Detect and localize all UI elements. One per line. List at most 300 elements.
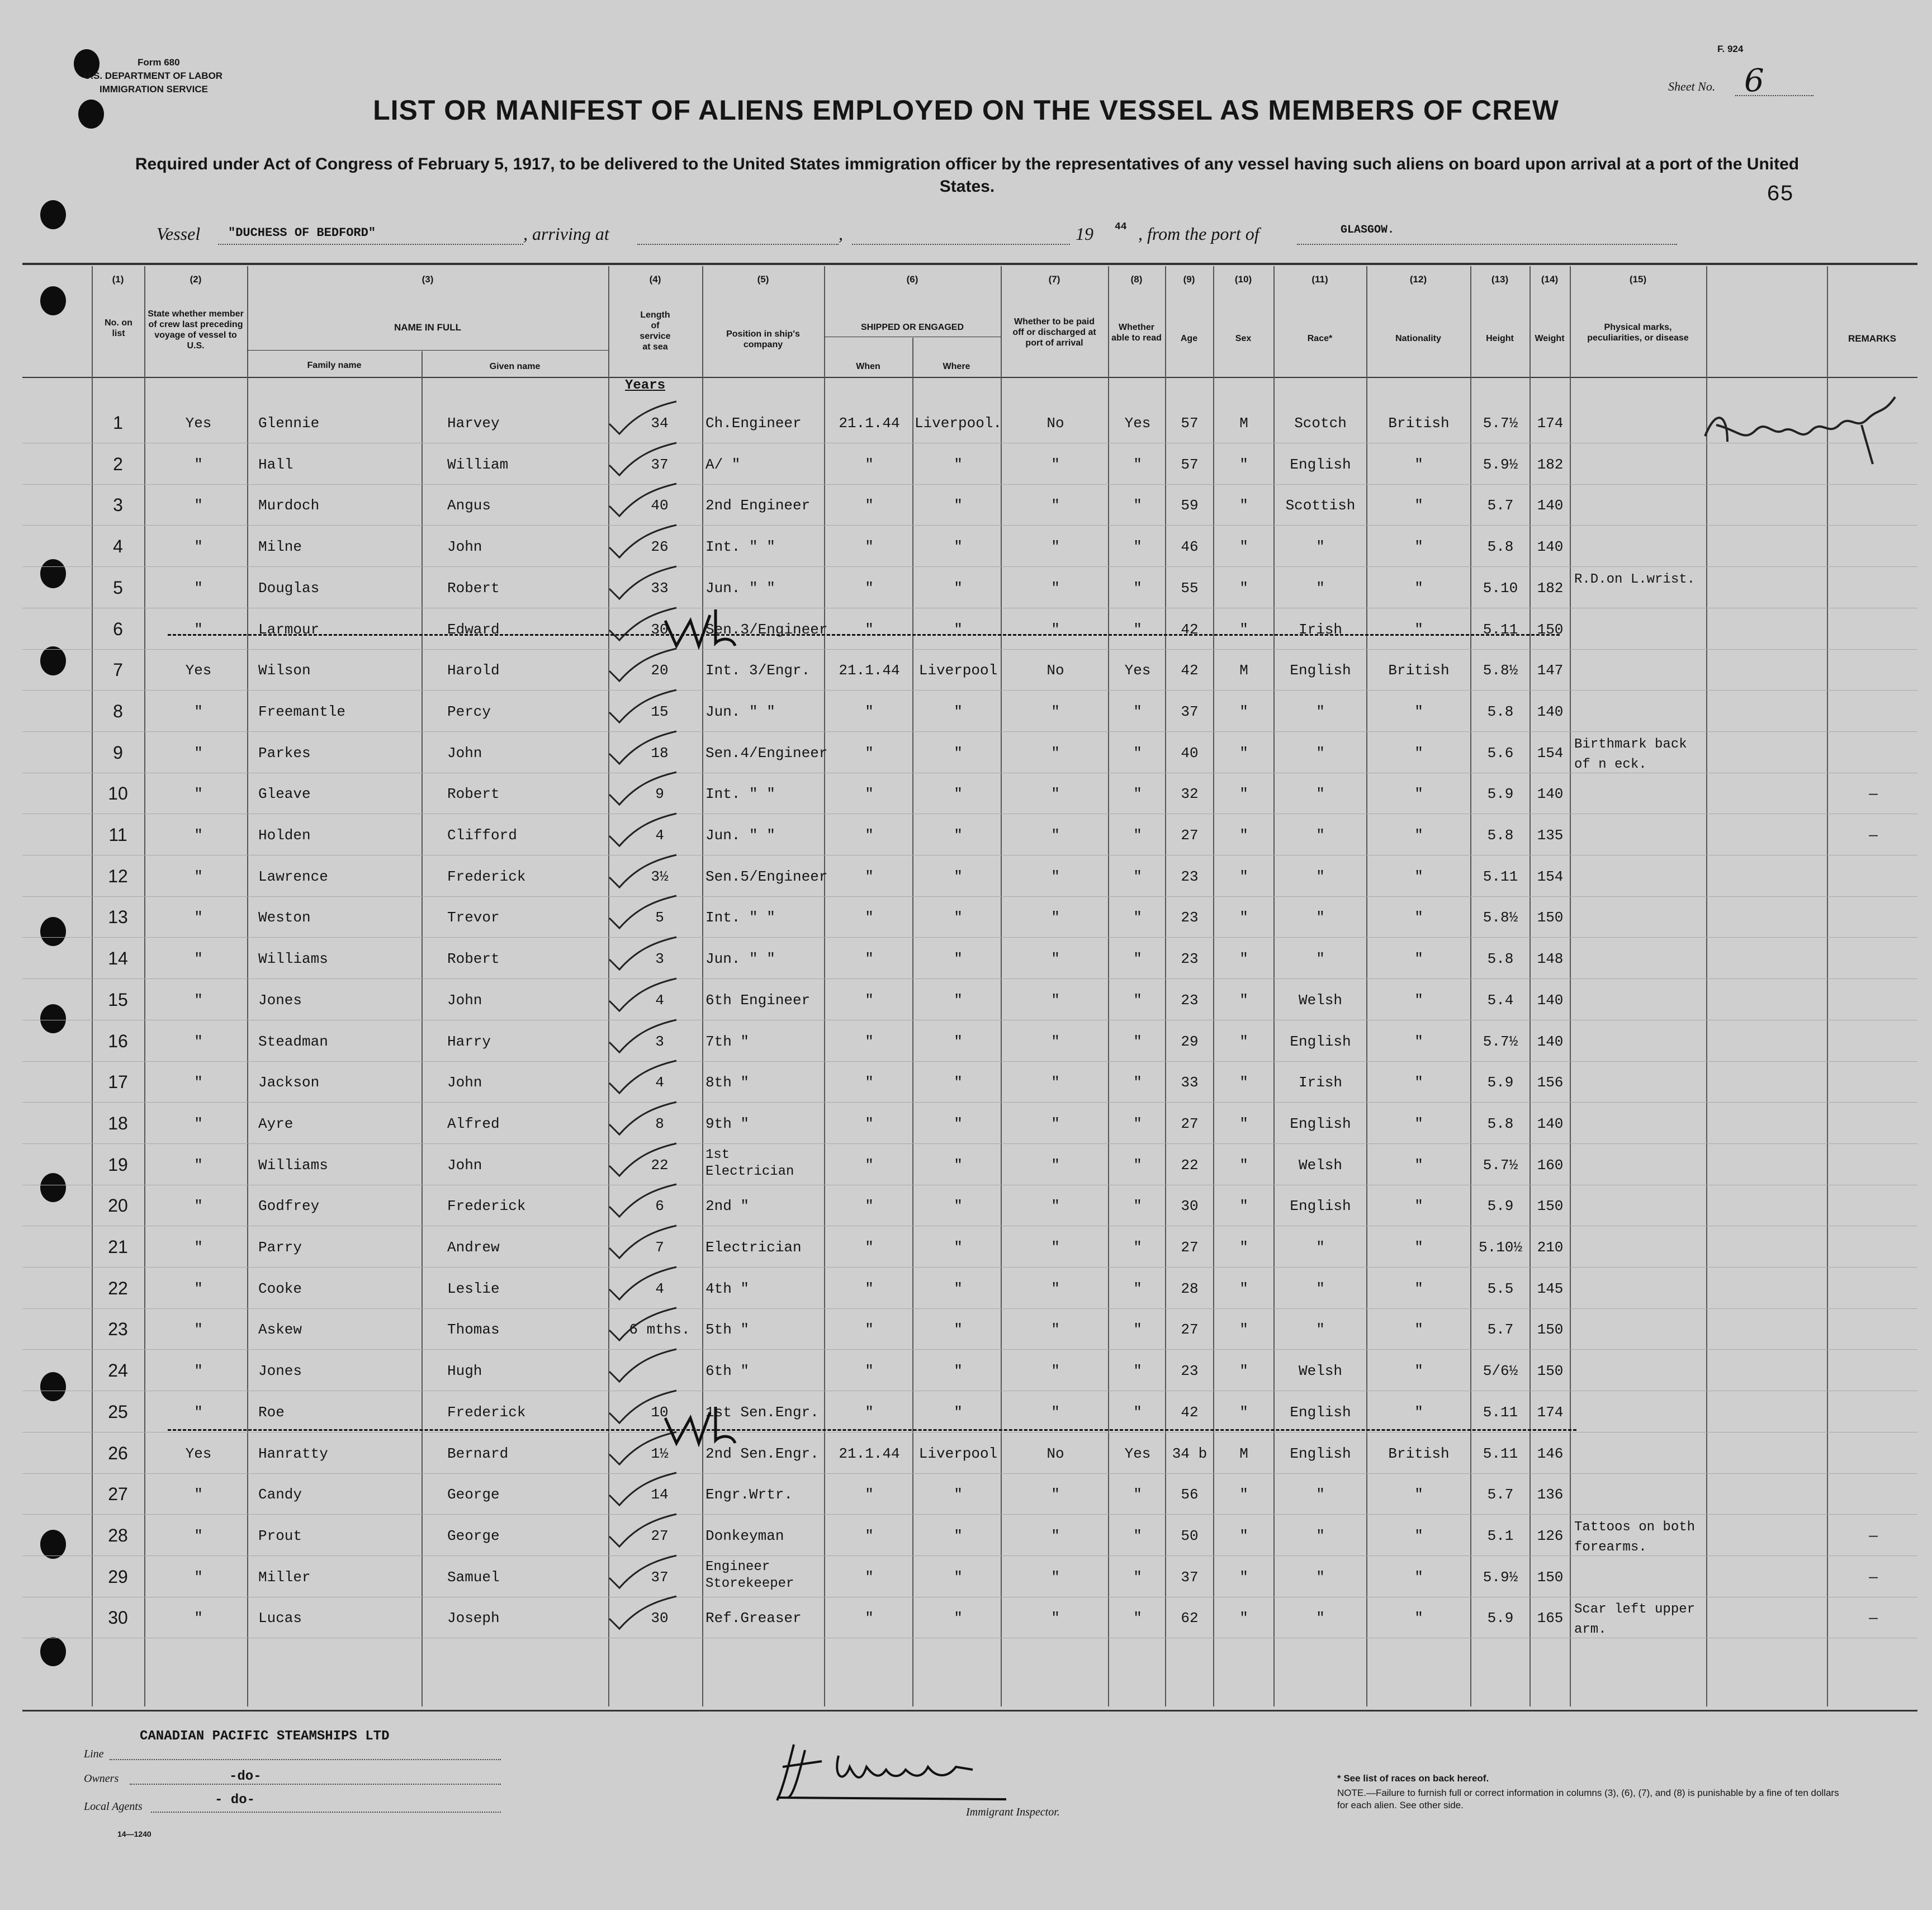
- date-dotted-line: [852, 244, 1070, 245]
- vessel-name: "DUCHESS OF BEDFORD": [228, 226, 376, 240]
- cell-sex: M: [1239, 1445, 1248, 1462]
- cell-paid: ": [1051, 1280, 1060, 1297]
- cell-paid: ": [1051, 909, 1060, 926]
- cell-where: ": [954, 1403, 963, 1421]
- owners-value: -do-: [229, 1769, 262, 1784]
- cell-family: Freemantle: [258, 703, 346, 720]
- cell-crew: ": [194, 1156, 203, 1174]
- cancel-initials-row-25: [660, 1401, 744, 1452]
- row-number: 26: [108, 1443, 128, 1463]
- row-rule: [22, 484, 1917, 485]
- cell-race: English: [1290, 1033, 1351, 1050]
- cell-race: Scotch: [1294, 415, 1347, 432]
- cell-read: ": [1133, 991, 1142, 1009]
- check-mark-icon: [607, 399, 680, 438]
- column-line: [1827, 266, 1828, 1706]
- cell-service: 30: [651, 1610, 669, 1627]
- cell-crew: ": [194, 497, 203, 514]
- cell-height: 5.4: [1487, 991, 1514, 1009]
- cell-weight: 182: [1537, 579, 1564, 597]
- cell-position: 6th Engineer: [705, 991, 811, 1009]
- name-subheader-rule: [247, 350, 608, 351]
- cell-paid: ": [1051, 1363, 1060, 1380]
- cell-sex: ": [1239, 497, 1248, 514]
- punch-hole: [40, 1530, 66, 1559]
- cell-crew: ": [194, 744, 203, 762]
- cell-position: 4th ": [705, 1280, 750, 1297]
- cell-given: Edward: [447, 621, 500, 638]
- cell-when: ": [865, 1239, 874, 1256]
- cell-sex: ": [1239, 456, 1248, 473]
- header-when: When: [856, 362, 880, 371]
- cell-read: ": [1133, 703, 1142, 720]
- cell-nationality: ": [1414, 538, 1423, 556]
- cell-given: Andrew: [447, 1239, 500, 1256]
- cell-family: Prout: [258, 1527, 302, 1544]
- header-given-name: Given name: [489, 362, 541, 371]
- header-no-on-list: No. on list: [105, 318, 132, 338]
- cell-sex: ": [1239, 1486, 1248, 1504]
- arriving-label: , arriving at: [523, 224, 609, 244]
- cell-sex: ": [1239, 827, 1248, 844]
- cell-sex: ": [1239, 1321, 1248, 1339]
- cell-nationality: ": [1414, 621, 1423, 638]
- cell-weight: 150: [1537, 621, 1564, 638]
- cell-sex: M: [1239, 415, 1248, 432]
- cell-height: 5.9½: [1483, 456, 1518, 473]
- header-paid-off: Whether to be paid off or discharged at port of arrival: [1012, 317, 1096, 348]
- cell-service: 7: [655, 1239, 664, 1256]
- cell-age: 27: [1181, 1239, 1199, 1256]
- cell-age: 28: [1181, 1280, 1199, 1297]
- punch-hole: [40, 559, 66, 588]
- cell-paid: No: [1046, 415, 1064, 432]
- cell-position: 2nd Engineer: [705, 497, 811, 514]
- cell-sex: ": [1239, 786, 1248, 803]
- header-position: Position in ship's company: [726, 329, 800, 349]
- cell-service: 10: [651, 1403, 669, 1421]
- row-rule: [22, 978, 1917, 979]
- cell-given: Joseph: [447, 1610, 500, 1627]
- cell-crew: ": [194, 1403, 203, 1421]
- cell-race: ": [1316, 744, 1325, 762]
- cell-weight: 147: [1537, 662, 1564, 679]
- cell-service: 33: [651, 579, 669, 597]
- cell-where: ": [954, 1610, 963, 1627]
- cell-race: Welsh: [1298, 1156, 1342, 1174]
- cell-family: Lawrence: [258, 868, 328, 885]
- cell-paid: ": [1051, 991, 1060, 1009]
- cell-service: 4: [655, 991, 664, 1009]
- cell-when: ": [865, 1033, 874, 1050]
- cell-height: 5.8: [1487, 951, 1514, 968]
- cell-position: 1st Electrician: [705, 1147, 794, 1179]
- cell-given: Angus: [447, 497, 491, 514]
- cell-paid: ": [1051, 1610, 1060, 1627]
- check-mark-icon: [607, 1347, 680, 1386]
- row-number: 22: [108, 1278, 128, 1298]
- row-number: 3: [113, 495, 123, 516]
- cell-weight: 126: [1537, 1527, 1564, 1544]
- punch-hole: [40, 1004, 66, 1033]
- header-physical-marks: Physical marks, peculiarities, or disease: [1587, 323, 1689, 343]
- cell-paid: ": [1051, 1115, 1060, 1132]
- cell-service: 30: [651, 621, 669, 638]
- cell-sex: ": [1239, 1115, 1248, 1132]
- cell-sex: ": [1239, 1610, 1248, 1627]
- cell-age: 23: [1181, 951, 1199, 968]
- cell-weight: 150: [1537, 1568, 1564, 1586]
- cell-family: Jones: [258, 991, 302, 1009]
- cell-given: Frederick: [447, 1403, 526, 1421]
- cell-read: ": [1133, 744, 1142, 762]
- cell-nationality: ": [1414, 1610, 1423, 1627]
- row-number: 29: [108, 1566, 128, 1587]
- cell-nationality: ": [1414, 1115, 1423, 1132]
- cell-age: 55: [1181, 579, 1199, 597]
- row-number: 2: [113, 453, 123, 474]
- row-number: 18: [108, 1113, 128, 1133]
- owners-dotted: [130, 1784, 501, 1785]
- cell-position: Engr.Wrtr.: [705, 1486, 793, 1504]
- punch-hole: [40, 1637, 66, 1666]
- check-mark-icon: [607, 729, 680, 768]
- cell-weight: 146: [1537, 1445, 1564, 1462]
- cell-age: 27: [1181, 1115, 1199, 1132]
- cell-age: 59: [1181, 497, 1199, 514]
- row-rule: [22, 690, 1917, 691]
- cell-height: 5.7: [1487, 497, 1514, 514]
- cell-weight: 140: [1537, 497, 1564, 514]
- cell-race: ": [1316, 951, 1325, 968]
- cell-height: 5.5: [1487, 1280, 1514, 1297]
- check-mark-icon: [607, 1553, 680, 1592]
- column-number: (11): [1311, 274, 1328, 285]
- column-number: (8): [1130, 274, 1143, 285]
- cell-crew: ": [194, 456, 203, 473]
- check-mark-icon: [607, 1100, 680, 1139]
- cell-read: ": [1133, 786, 1142, 803]
- cell-race: ": [1316, 1239, 1325, 1256]
- punch-hole: [40, 1372, 66, 1401]
- cell-position: Int. 3/Engr.: [705, 662, 811, 679]
- cell-sex: ": [1239, 579, 1248, 597]
- cell-nationality: British: [1388, 415, 1450, 432]
- cell-read: Yes: [1124, 415, 1151, 432]
- cell-age: 37: [1181, 703, 1199, 720]
- table-bottom-rule: [22, 1710, 1917, 1712]
- cell-read: ": [1133, 1363, 1142, 1380]
- cell-marks: Tattoos on both forearms.: [1574, 1519, 1696, 1555]
- column-line: [247, 266, 248, 1706]
- cell-marks: R.D.on L.wrist.: [1574, 571, 1696, 587]
- cell-race: ": [1316, 1280, 1325, 1297]
- service-name: IMMIGRATION SERVICE: [100, 84, 208, 94]
- cell-nationality: ": [1414, 868, 1423, 885]
- cell-given: John: [447, 1156, 482, 1174]
- cell-height: 5.8: [1487, 827, 1514, 844]
- check-mark-icon: [607, 1306, 680, 1345]
- cell-where: ": [954, 1486, 963, 1504]
- vessel-label: Vessel: [157, 224, 201, 244]
- cell-where: ": [954, 1115, 963, 1132]
- cell-where: ": [954, 579, 963, 597]
- cell-where: ": [954, 1280, 963, 1297]
- header-name-in-full: NAME IN FULL: [394, 322, 461, 333]
- cell-sex: ": [1239, 1033, 1248, 1050]
- cell-paid: ": [1051, 703, 1060, 720]
- cell-height: 5.11: [1483, 1445, 1518, 1462]
- cell-service: 20: [651, 662, 669, 679]
- cell-read: ": [1133, 1280, 1142, 1297]
- cell-when: ": [865, 703, 874, 720]
- punch-hole: [40, 1173, 66, 1202]
- cell-remark: —: [1869, 1610, 1878, 1627]
- cell-weight: 140: [1537, 1115, 1564, 1132]
- cell-height: 5.7½: [1483, 1156, 1518, 1174]
- cell-paid: ": [1051, 1568, 1060, 1586]
- cell-crew: ": [194, 538, 203, 556]
- cell-where: Liverpool: [918, 662, 998, 679]
- cell-where: ": [954, 909, 963, 926]
- cell-when: ": [865, 538, 874, 556]
- cell-weight: 140: [1537, 703, 1564, 720]
- form-title: LIST OR MANIFEST OF ALIENS EMPLOYED ON THE VESSEL AS MEMBERS OF CREW: [373, 94, 1559, 126]
- cell-sex: ": [1239, 991, 1248, 1009]
- cell-when: ": [865, 1198, 874, 1215]
- cell-given: Hugh: [447, 1363, 482, 1380]
- cell-crew: ": [194, 1074, 203, 1091]
- cell-race: ": [1316, 538, 1325, 556]
- cell-paid: ": [1051, 456, 1060, 473]
- cell-sex: ": [1239, 744, 1248, 762]
- local-agents-value: - do-: [215, 1793, 255, 1808]
- owners-label: Owners: [84, 1772, 119, 1785]
- cell-race: ": [1316, 1486, 1325, 1504]
- cell-crew: ": [194, 1321, 203, 1339]
- column-number: (5): [757, 274, 769, 285]
- row-number: 4: [113, 536, 123, 557]
- cell-family: Parkes: [258, 744, 311, 762]
- column-line: [1706, 266, 1707, 1706]
- cell-crew: ": [194, 1527, 203, 1544]
- cell-nationality: ": [1414, 1321, 1423, 1339]
- cell-given: George: [447, 1527, 500, 1544]
- cell-where: ": [954, 497, 963, 514]
- cell-family: Godfrey: [258, 1198, 320, 1215]
- cell-race: Welsh: [1298, 1363, 1342, 1380]
- cell-nationality: ": [1414, 1074, 1423, 1091]
- row-number: 17: [108, 1072, 128, 1093]
- header-where: Where: [943, 362, 970, 371]
- punch-hole: [40, 646, 66, 675]
- cell-read: ": [1133, 579, 1142, 597]
- cell-weight: 154: [1537, 744, 1564, 762]
- cell-when: ": [865, 1280, 874, 1297]
- from-port-label: , from the port of: [1138, 224, 1259, 244]
- row-number: 16: [108, 1030, 128, 1051]
- row-rule: [22, 1473, 1917, 1474]
- cell-weight: 156: [1537, 1074, 1564, 1091]
- cell-read: ": [1133, 1568, 1142, 1586]
- cell-family: Parry: [258, 1239, 302, 1256]
- cell-given: Harvey: [447, 415, 500, 432]
- cell-weight: 150: [1537, 1321, 1564, 1339]
- cell-sex: ": [1239, 1280, 1248, 1297]
- header-bottom-rule: [22, 377, 1917, 378]
- cell-when: ": [865, 1363, 874, 1380]
- cell-given: Samuel: [447, 1568, 500, 1586]
- cell-race: Scottish: [1285, 497, 1356, 514]
- inspector-signature: [771, 1733, 1017, 1806]
- column-number: (14): [1541, 274, 1559, 285]
- check-mark-icon: [607, 1182, 680, 1221]
- cell-paid: ": [1051, 1527, 1060, 1544]
- header-crew-last-voyage: State whether member of crew last preceding voyage of vessel to U.S.: [148, 309, 244, 351]
- cell-service: 22: [651, 1156, 669, 1174]
- cell-read: ": [1133, 1403, 1142, 1421]
- cell-nationality: ": [1414, 1198, 1423, 1215]
- cell-race: English: [1290, 1115, 1351, 1132]
- cell-family: Miller: [258, 1568, 311, 1586]
- cell-sex: ": [1239, 909, 1248, 926]
- cell-position: Ref.Greaser: [705, 1610, 802, 1627]
- cell-position: Engineer Storekeeper: [705, 1559, 794, 1591]
- cell-family: Holden: [258, 827, 311, 844]
- cell-family: Hanratty: [258, 1445, 328, 1462]
- check-mark-icon: [607, 1018, 680, 1057]
- column-line: [144, 266, 145, 1706]
- cell-age: 23: [1181, 1363, 1199, 1380]
- cell-when: ": [865, 909, 874, 926]
- cell-weight: 165: [1537, 1610, 1564, 1627]
- cell-weight: 210: [1537, 1239, 1564, 1256]
- cell-height: 5.9: [1487, 1610, 1514, 1627]
- cell-given: William: [447, 456, 509, 473]
- cell-paid: ": [1051, 579, 1060, 597]
- cell-family: Cooke: [258, 1280, 302, 1297]
- cell-crew: ": [194, 1610, 203, 1627]
- cell-when: ": [865, 1115, 874, 1132]
- cell-service: 14: [651, 1486, 669, 1504]
- cell-given: Trevor: [447, 909, 500, 926]
- cell-height: 5.10: [1483, 579, 1518, 597]
- cell-when: ": [865, 951, 874, 968]
- row-rule: [22, 1143, 1917, 1144]
- column-number: (9): [1183, 274, 1195, 285]
- column-number: (7): [1048, 274, 1060, 285]
- cell-when: ": [865, 497, 874, 514]
- cell-paid: No: [1046, 1445, 1064, 1462]
- row-rule: [22, 1102, 1917, 1103]
- cell-weight: 174: [1537, 415, 1564, 432]
- arriving-dotted-line: [637, 244, 839, 245]
- row-rule: [22, 896, 1917, 897]
- cell-service: 9: [655, 786, 664, 803]
- cell-nationality: ": [1414, 1486, 1423, 1504]
- cell-height: 5.8: [1487, 538, 1514, 556]
- sheet-number-label: Sheet No.: [1668, 79, 1716, 93]
- table-top-rule: [22, 263, 1917, 265]
- cell-given: Frederick: [447, 868, 526, 885]
- cell-race: ": [1316, 909, 1325, 926]
- cell-where: ": [954, 786, 963, 803]
- cell-read: ": [1133, 1486, 1142, 1504]
- cell-service: 6: [655, 1198, 664, 1215]
- cell-paid: ": [1051, 1156, 1060, 1174]
- cell-given: John: [447, 991, 482, 1009]
- row-number: 10: [108, 783, 128, 804]
- cell-service: 5: [655, 909, 664, 926]
- column-line: [702, 266, 703, 1706]
- row-number: 30: [108, 1608, 128, 1628]
- cell-weight: 160: [1537, 1156, 1564, 1174]
- cell-family: Lucas: [258, 1610, 302, 1627]
- cell-read: ": [1133, 868, 1142, 885]
- cell-given: Bernard: [447, 1445, 509, 1462]
- cell-race: English: [1290, 662, 1351, 679]
- cell-sex: ": [1239, 1527, 1248, 1544]
- column-number: (1): [112, 274, 124, 285]
- cell-family: Askew: [258, 1321, 302, 1339]
- cell-race: English: [1290, 1445, 1351, 1462]
- cell-when: ": [865, 456, 874, 473]
- row-number: 28: [108, 1525, 128, 1545]
- cell-weight: 182: [1537, 456, 1564, 473]
- cell-where: ": [954, 951, 963, 968]
- cell-read: ": [1133, 621, 1142, 638]
- cell-crew: ": [194, 703, 203, 720]
- check-mark-icon: [607, 1594, 680, 1633]
- check-mark-icon: [607, 1058, 680, 1098]
- check-mark-icon: [607, 688, 680, 727]
- cell-height: 5.7: [1487, 1486, 1514, 1504]
- cell-age: 32: [1181, 786, 1199, 803]
- cell-where: ": [954, 1198, 963, 1215]
- column-line: [1108, 266, 1109, 1706]
- cell-remark: —: [1869, 786, 1878, 803]
- row-number: 19: [108, 1154, 128, 1175]
- cell-when: ": [865, 1156, 874, 1174]
- cell-race: ": [1316, 1568, 1325, 1586]
- cell-when: 21.1.44: [839, 1445, 900, 1462]
- punch-hole: [40, 917, 66, 946]
- cell-age: 22: [1181, 1156, 1199, 1174]
- strike-row-6: [168, 634, 1560, 636]
- cell-position: Donkeyman: [705, 1527, 784, 1544]
- check-mark-icon: [607, 893, 680, 933]
- cell-position: Electrician: [705, 1239, 802, 1256]
- cell-nationality: ": [1414, 456, 1423, 473]
- cell-read: ": [1133, 1074, 1142, 1091]
- from-port: GLASGOW.: [1341, 224, 1395, 237]
- cell-when: 21.1.44: [839, 662, 900, 679]
- cell-height: 5.7: [1487, 1321, 1514, 1339]
- cell-remark: —: [1869, 1568, 1878, 1586]
- column-number: (13): [1491, 274, 1509, 285]
- column-line: [912, 338, 913, 1706]
- cell-service: 37: [651, 456, 669, 473]
- cell-height: 5.10½: [1478, 1239, 1522, 1256]
- cell-where: ": [954, 1568, 963, 1586]
- cell-sex: ": [1239, 621, 1248, 638]
- form-code: F. 924: [1717, 44, 1744, 54]
- row-number: 5: [113, 577, 123, 598]
- cell-read: ": [1133, 1321, 1142, 1339]
- cell-crew: Yes: [185, 1445, 212, 1462]
- cell-where: ": [954, 827, 963, 844]
- cell-service: 18: [651, 744, 669, 762]
